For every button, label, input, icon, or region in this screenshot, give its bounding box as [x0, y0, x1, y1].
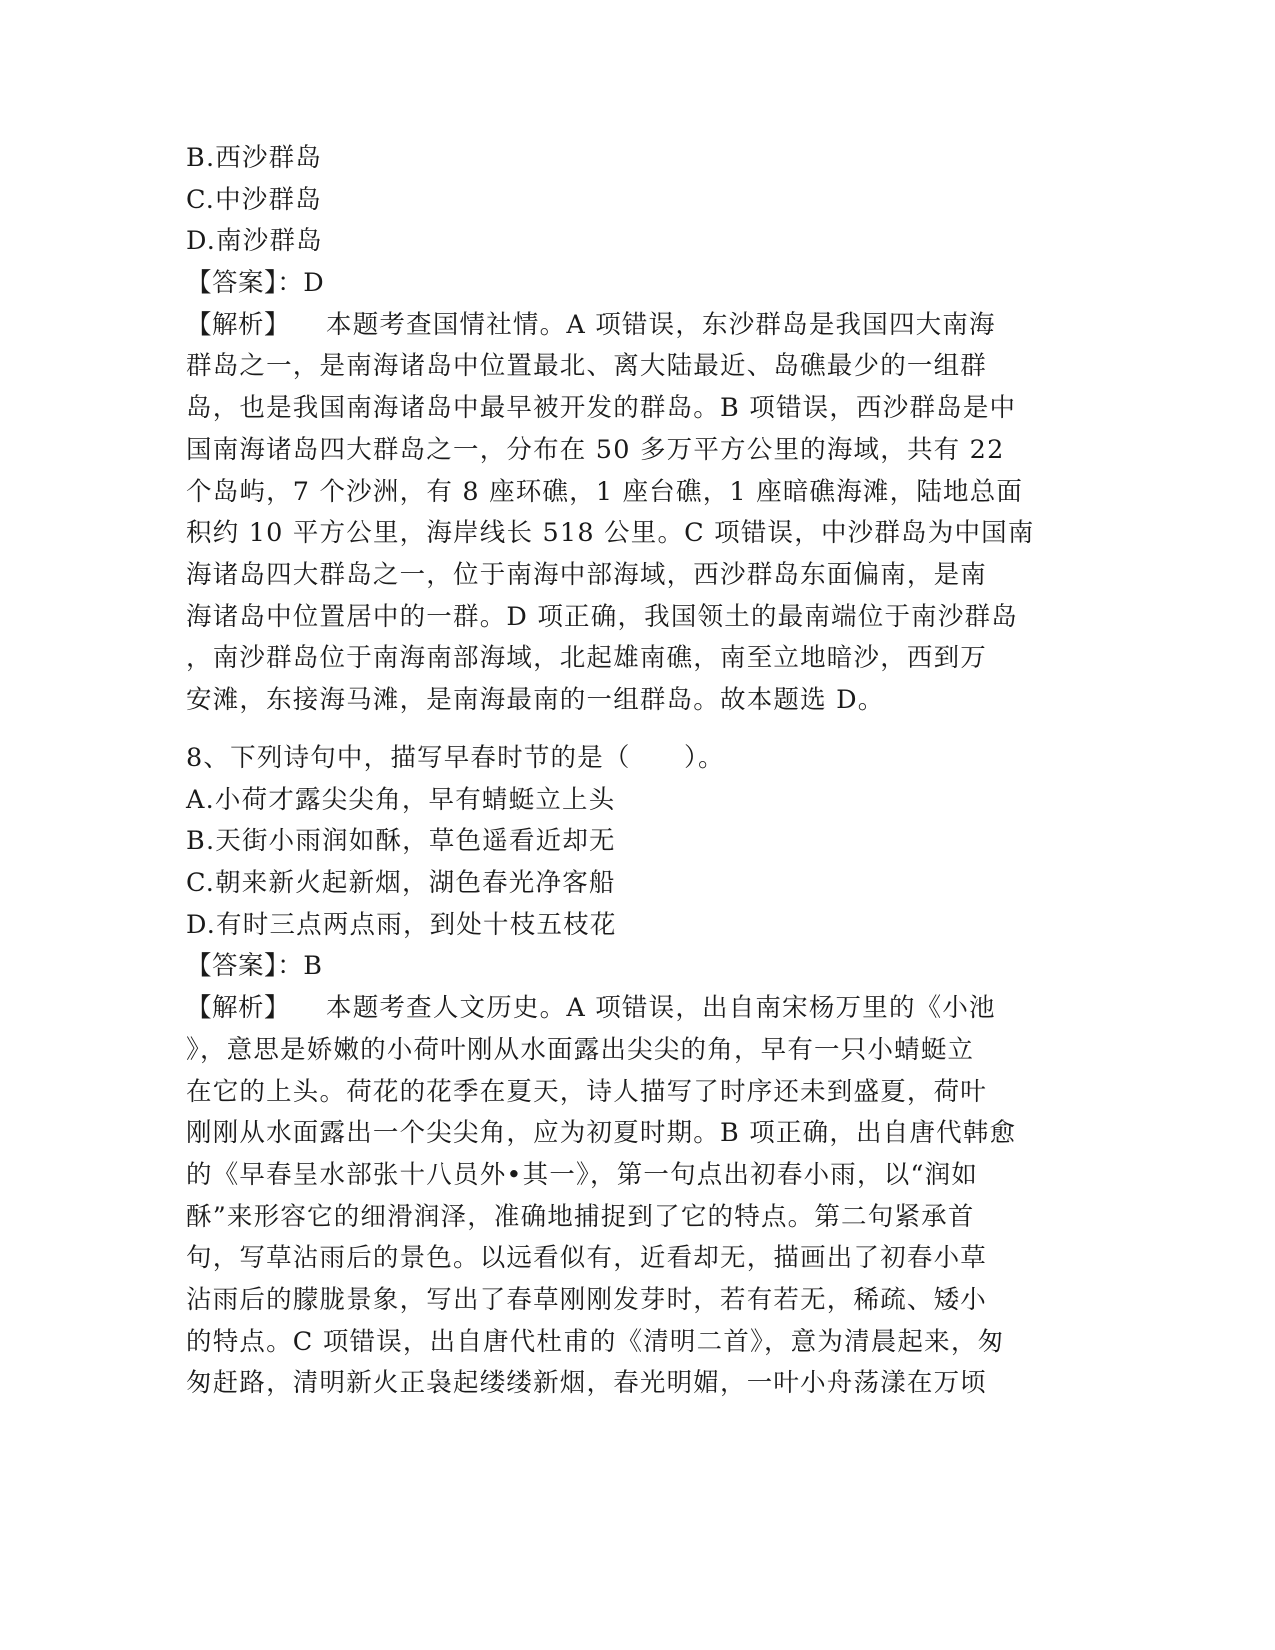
analysis-text: 海诸岛中位置居中的一群。D 项正确，我国领土的最南端位于南沙群岛 — [186, 601, 1018, 632]
answer-value: B — [303, 951, 324, 982]
analysis-label: 【解析】 — [186, 993, 291, 1024]
analysis-text: 刚刚从水面露出一个尖尖角，应为初夏时期。B 项正确，出自唐代韩愈 — [186, 1118, 1017, 1149]
analysis-text: 在它的上头。荷花的花季在夏天，诗人描写了时序还未到盛夏，荷叶 — [186, 1076, 988, 1107]
analysis-text: 海诸岛四大群岛之一，位于南海中部海域，西沙群岛东面偏南，是南 — [186, 559, 988, 590]
option-c: C.中沙群岛 — [186, 184, 322, 215]
analysis-text: ，南沙群岛位于南海南部海域，北起雄南礁，南至立地暗沙，西到万 — [186, 643, 988, 674]
answer-label: 【答案】： — [186, 268, 304, 299]
answer-line — [186, 263, 1086, 305]
analysis-label: 【解析】 — [186, 309, 291, 340]
analysis-text: 的特点。C 项错误，出自唐代杜甫的《清明二首》，意为清晨起来，匆 — [186, 1326, 1005, 1357]
analysis-text: 个岛屿，7 个沙洲，有 8 座环礁，1 座台礁，1 座暗礁海滩，陆地总面 — [186, 476, 1024, 507]
analysis-text: 》，意思是娇嫩的小荷叶刚从水面露出尖尖的角，早有一只小蜻蜓立 — [186, 1034, 975, 1065]
document-page — [186, 0, 1086, 1650]
analysis-text: 酥”来形容它的细滑润泽，准确地捕捉到了它的特点。第二句紧承首 — [186, 1201, 975, 1232]
option-b: B.天街小雨润如酥，草色遥看近却无 — [186, 826, 616, 857]
question-7-section — [186, 138, 1086, 722]
analysis-text: 匆赶路，清明新火正袅起缕缕新烟，春光明媚，一叶小舟荡漾在万顷 — [186, 1368, 988, 1399]
question-8-section — [186, 738, 1086, 1405]
analysis-text: 积约 10 平方公里，海岸线长 518 公里。C 项错误，中沙群岛为中国南 — [186, 518, 1035, 549]
analysis-text: 本题考查人文历史。A 项错误，出自南宋杨万里的《小池 — [326, 993, 996, 1024]
analysis-text: 安滩，东接海马滩，是南海最南的一组群岛。故本题选 D。 — [186, 684, 885, 715]
option-c: C.朝来新火起新烟，湖色春光净客船 — [186, 868, 616, 899]
analysis-text: 沾雨后的朦胧景象，写出了春草刚刚发芽时，若有若无，稀疏、矮小 — [186, 1284, 988, 1315]
analysis-text: 句，写草沾雨后的景色。以远看似有，近看却无，描画出了初春小草 — [186, 1243, 988, 1274]
analysis-text: 的《早春呈水部张十八员外•其一》，第一句点出初春小雨，以“润如 — [186, 1159, 979, 1190]
answer-line — [186, 946, 1086, 988]
analysis-text: 本题考查国情社情。A 项错误，东沙群岛是我国四大南海 — [326, 309, 996, 340]
analysis-text: 岛，也是我国南海诸岛中最早被开发的群岛。B 项错误，西沙群岛是中 — [186, 393, 1017, 424]
option-b: B.西沙群岛 — [186, 143, 323, 173]
analysis-text: 群岛之一，是南海诸岛中位置最北、离大陆最近、岛礁最少的一组群 — [186, 351, 988, 382]
analysis-line — [186, 305, 1086, 347]
analysis-line — [186, 988, 1086, 1030]
option-d: D.有时三点两点雨，到处十枝五枝花 — [186, 909, 617, 940]
answer-label: 【答案】： — [186, 951, 304, 982]
option-d: D.南沙群岛 — [186, 226, 323, 257]
analysis-text: 国南海诸岛四大群岛之一，分布在 50 多万平方公里的海域，共有 22 — [186, 434, 1005, 465]
question-text: 8、下列诗句中，描写早春时节的是（ ）。 — [186, 743, 725, 773]
option-a: A.小荷才露尖尖角，早有蜻蜓立上头 — [186, 784, 616, 815]
answer-value: D — [303, 268, 325, 299]
